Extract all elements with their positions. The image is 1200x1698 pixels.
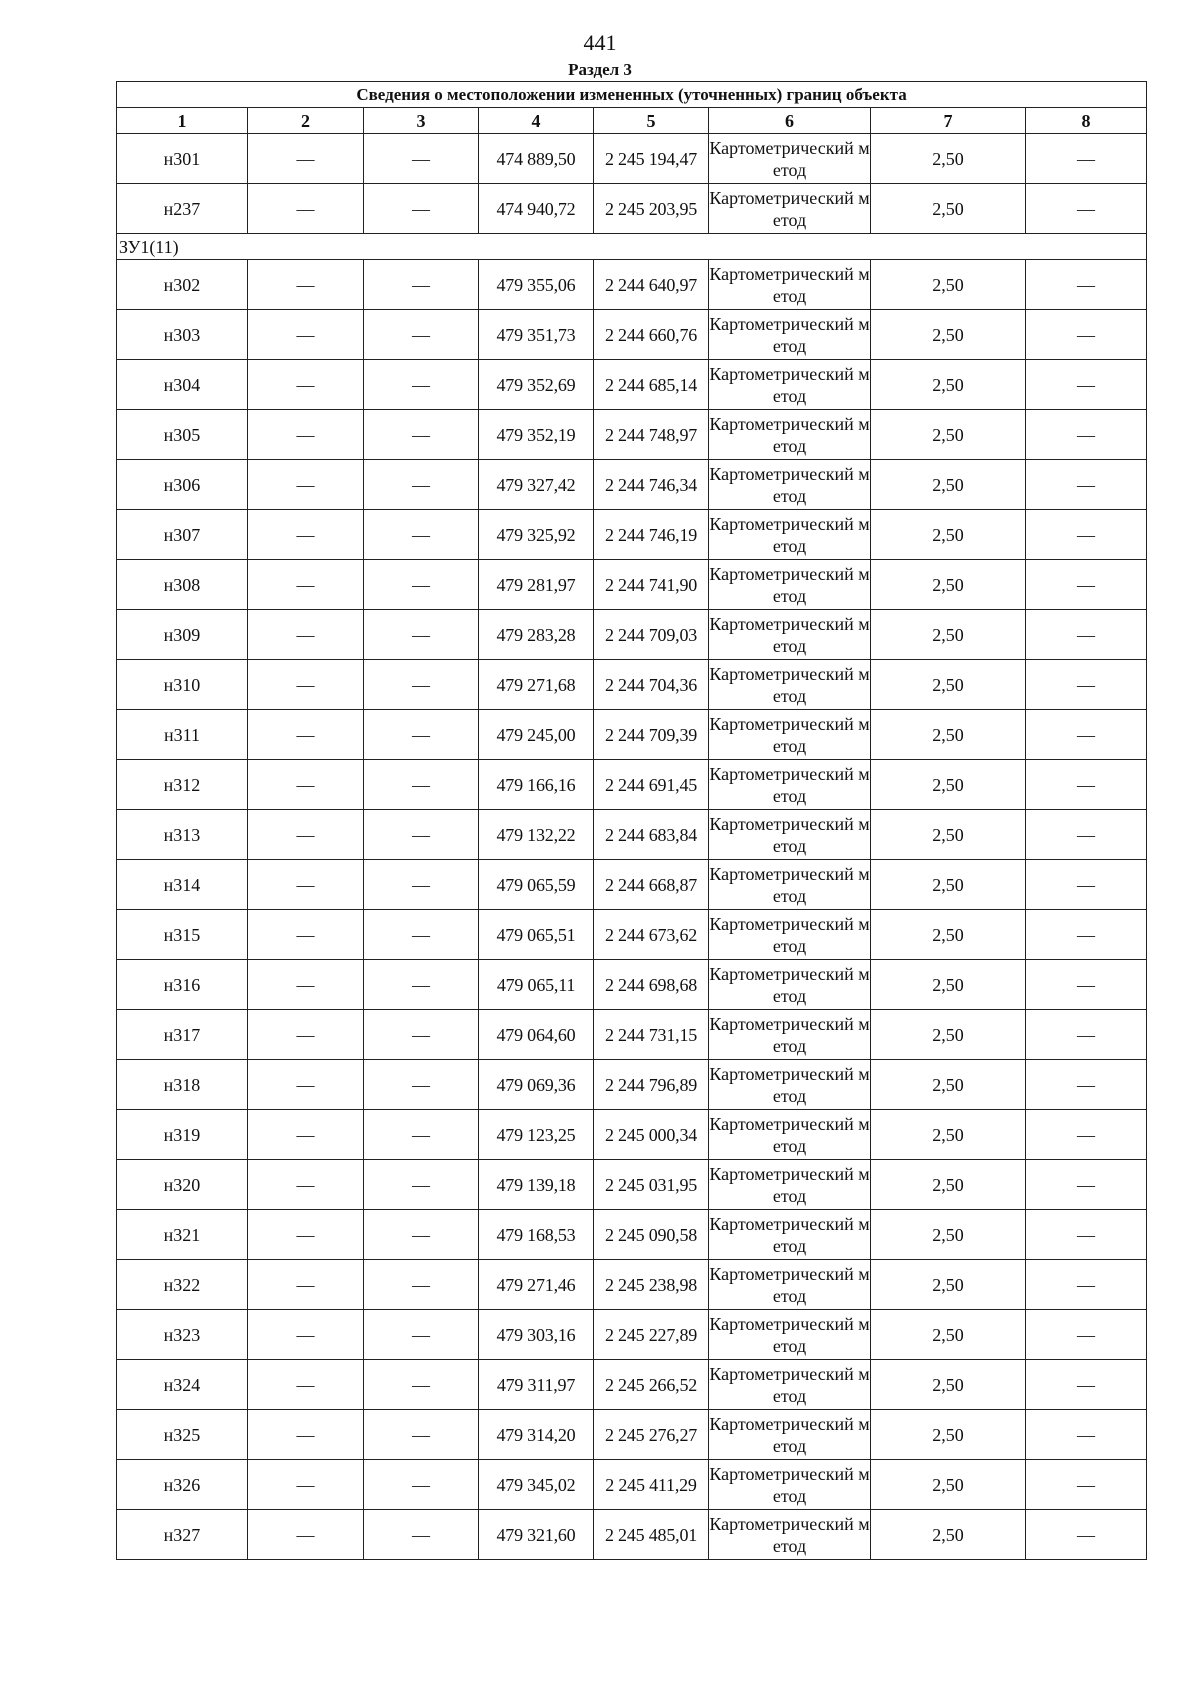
- y-coordinate-cell: 2 244 668,87: [594, 860, 709, 910]
- column-3-cell: —: [364, 410, 479, 460]
- y-coordinate-cell: 2 245 485,01: [594, 1510, 709, 1560]
- column-2-cell: —: [248, 560, 364, 610]
- y-coordinate-cell: 2 244 683,84: [594, 810, 709, 860]
- x-coordinate-cell: 479 283,28: [479, 610, 594, 660]
- table-row: [117, 810, 1147, 860]
- x-coordinate-cell: 479 303,16: [479, 1310, 594, 1360]
- table-row: [117, 184, 1147, 234]
- table-row: [117, 1360, 1147, 1410]
- x-coordinate-cell: 479 351,73: [479, 310, 594, 360]
- column-8-cell: —: [1026, 1160, 1147, 1210]
- table-row: [117, 1410, 1147, 1460]
- column-3-cell: —: [364, 510, 479, 560]
- point-number-cell: н311: [117, 710, 248, 760]
- method-cell: Картометрический метод: [709, 1260, 871, 1310]
- x-coordinate-cell: 479 065,59: [479, 860, 594, 910]
- accuracy-cell: 2,50: [871, 560, 1026, 610]
- method-cell: Картометрический метод: [709, 760, 871, 810]
- column-3-cell: —: [364, 1510, 479, 1560]
- column-3-cell: —: [364, 1010, 479, 1060]
- accuracy-cell: 2,50: [871, 610, 1026, 660]
- accuracy-cell: 2,50: [871, 1260, 1026, 1310]
- y-coordinate-cell: 2 245 227,89: [594, 1310, 709, 1360]
- column-2-cell: —: [248, 360, 364, 410]
- column-8-cell: —: [1026, 1260, 1147, 1310]
- column-number: 5: [594, 108, 709, 134]
- point-number-cell: н303: [117, 310, 248, 360]
- column-2-cell: —: [248, 960, 364, 1010]
- table-row: [117, 1110, 1147, 1160]
- point-number-cell: н316: [117, 960, 248, 1010]
- y-coordinate-cell: 2 244 731,15: [594, 1010, 709, 1060]
- y-coordinate-cell: 2 245 000,34: [594, 1110, 709, 1160]
- column-2-cell: —: [248, 1010, 364, 1060]
- y-coordinate-cell: 2 244 709,39: [594, 710, 709, 760]
- column-3-cell: —: [364, 910, 479, 960]
- point-number-cell: н315: [117, 910, 248, 960]
- table-row: [117, 710, 1147, 760]
- y-coordinate-cell: 2 244 691,45: [594, 760, 709, 810]
- column-number: 1: [117, 108, 248, 134]
- y-coordinate-cell: 2 244 748,97: [594, 410, 709, 460]
- point-number-cell: н323: [117, 1310, 248, 1360]
- x-coordinate-cell: 479 123,25: [479, 1110, 594, 1160]
- column-2-cell: —: [248, 910, 364, 960]
- column-3-cell: —: [364, 760, 479, 810]
- method-cell: Картометрический метод: [709, 360, 871, 410]
- table-row: [117, 760, 1147, 810]
- method-cell: Картометрический метод: [709, 184, 871, 234]
- point-number-cell: н317: [117, 1010, 248, 1060]
- table-row: [117, 1310, 1147, 1360]
- column-2-cell: —: [248, 510, 364, 560]
- column-8-cell: —: [1026, 1510, 1147, 1560]
- column-3-cell: —: [364, 860, 479, 910]
- accuracy-cell: 2,50: [871, 960, 1026, 1010]
- column-2-cell: —: [248, 860, 364, 910]
- y-coordinate-cell: 2 245 194,47: [594, 134, 709, 184]
- column-3-cell: —: [364, 560, 479, 610]
- column-2-cell: —: [248, 1310, 364, 1360]
- method-cell: Картометрический метод: [709, 1160, 871, 1210]
- column-number: 4: [479, 108, 594, 134]
- y-coordinate-cell: 2 244 660,76: [594, 310, 709, 360]
- table-row: [117, 310, 1147, 360]
- accuracy-cell: 2,50: [871, 1360, 1026, 1410]
- accuracy-cell: 2,50: [871, 760, 1026, 810]
- column-2-cell: —: [248, 260, 364, 310]
- column-3-cell: —: [364, 1110, 479, 1160]
- column-number: 8: [1026, 108, 1147, 134]
- column-8-cell: —: [1026, 410, 1147, 460]
- column-2-cell: —: [248, 1410, 364, 1460]
- method-cell: Картометрический метод: [709, 910, 871, 960]
- table-row: [117, 910, 1147, 960]
- method-cell: Картометрический метод: [709, 1410, 871, 1460]
- method-cell: Картометрический метод: [709, 860, 871, 910]
- table-row: [117, 1510, 1147, 1560]
- point-number-cell: н301: [117, 134, 248, 184]
- accuracy-cell: 2,50: [871, 1510, 1026, 1560]
- y-coordinate-cell: 2 244 698,68: [594, 960, 709, 1010]
- accuracy-cell: 2,50: [871, 1110, 1026, 1160]
- table-row: [117, 510, 1147, 560]
- column-3-cell: —: [364, 1460, 479, 1510]
- y-coordinate-cell: 2 244 640,97: [594, 260, 709, 310]
- column-2-cell: —: [248, 810, 364, 860]
- x-coordinate-cell: 479 069,36: [479, 1060, 594, 1110]
- y-coordinate-cell: 2 244 673,62: [594, 910, 709, 960]
- x-coordinate-cell: 479 327,42: [479, 460, 594, 510]
- method-cell: Картометрический метод: [709, 710, 871, 760]
- column-2-cell: —: [248, 184, 364, 234]
- table-row: [117, 360, 1147, 410]
- accuracy-cell: 2,50: [871, 660, 1026, 710]
- method-cell: Картометрический метод: [709, 1460, 871, 1510]
- y-coordinate-cell: 2 244 704,36: [594, 660, 709, 710]
- x-coordinate-cell: 474 940,72: [479, 184, 594, 234]
- column-2-cell: —: [248, 610, 364, 660]
- table-row: [117, 260, 1147, 310]
- table-row: [117, 1060, 1147, 1110]
- column-3-cell: —: [364, 1210, 479, 1260]
- accuracy-cell: 2,50: [871, 710, 1026, 760]
- point-number-cell: н305: [117, 410, 248, 460]
- column-3-cell: —: [364, 134, 479, 184]
- column-3-cell: —: [364, 710, 479, 760]
- column-2-cell: —: [248, 1260, 364, 1310]
- column-3-cell: —: [364, 310, 479, 360]
- accuracy-cell: 2,50: [871, 1460, 1026, 1510]
- column-3-cell: —: [364, 960, 479, 1010]
- x-coordinate-cell: 479 168,53: [479, 1210, 594, 1260]
- table-row: [117, 660, 1147, 710]
- column-8-cell: —: [1026, 310, 1147, 360]
- y-coordinate-cell: 2 245 031,95: [594, 1160, 709, 1210]
- column-8-cell: —: [1026, 960, 1147, 1010]
- column-3-cell: —: [364, 810, 479, 860]
- column-8-cell: —: [1026, 660, 1147, 710]
- method-cell: Картометрический метод: [709, 510, 871, 560]
- y-coordinate-cell: 2 245 276,27: [594, 1410, 709, 1460]
- column-8-cell: —: [1026, 560, 1147, 610]
- table-row: [117, 1010, 1147, 1060]
- point-number-cell: н321: [117, 1210, 248, 1260]
- x-coordinate-cell: 479 352,19: [479, 410, 594, 460]
- column-8-cell: —: [1026, 360, 1147, 410]
- column-8-cell: —: [1026, 184, 1147, 234]
- accuracy-cell: 2,50: [871, 510, 1026, 560]
- accuracy-cell: 2,50: [871, 310, 1026, 360]
- method-cell: Картометрический метод: [709, 310, 871, 360]
- column-2-cell: —: [248, 134, 364, 184]
- boundary-coordinates-table: [116, 81, 1147, 1560]
- x-coordinate-cell: 479 352,69: [479, 360, 594, 410]
- x-coordinate-cell: 479 139,18: [479, 1160, 594, 1210]
- method-cell: Картометрический метод: [709, 610, 871, 660]
- point-number-cell: н318: [117, 1060, 248, 1110]
- accuracy-cell: 2,50: [871, 1010, 1026, 1060]
- column-2-cell: —: [248, 710, 364, 760]
- method-cell: Картометрический метод: [709, 810, 871, 860]
- x-coordinate-cell: 479 245,00: [479, 710, 594, 760]
- column-2-cell: —: [248, 660, 364, 710]
- method-cell: Картометрический метод: [709, 1110, 871, 1160]
- column-number-row: [117, 108, 1147, 134]
- column-3-cell: —: [364, 1410, 479, 1460]
- accuracy-cell: 2,50: [871, 1410, 1026, 1460]
- column-3-cell: —: [364, 260, 479, 310]
- table-row: [117, 1260, 1147, 1310]
- column-3-cell: —: [364, 660, 479, 710]
- column-number: 3: [364, 108, 479, 134]
- table-row: [117, 134, 1147, 184]
- accuracy-cell: 2,50: [871, 260, 1026, 310]
- point-number-cell: н237: [117, 184, 248, 234]
- column-2-cell: —: [248, 760, 364, 810]
- method-cell: Картометрический метод: [709, 460, 871, 510]
- point-number-cell: н325: [117, 1410, 248, 1460]
- x-coordinate-cell: 479 271,68: [479, 660, 594, 710]
- x-coordinate-cell: 479 065,51: [479, 910, 594, 960]
- column-3-cell: —: [364, 360, 479, 410]
- column-number: 6: [709, 108, 871, 134]
- table-row: [117, 860, 1147, 910]
- column-8-cell: —: [1026, 860, 1147, 910]
- point-number-cell: н322: [117, 1260, 248, 1310]
- x-coordinate-cell: 479 345,02: [479, 1460, 594, 1510]
- accuracy-cell: 2,50: [871, 184, 1026, 234]
- column-3-cell: —: [364, 1310, 479, 1360]
- accuracy-cell: 2,50: [871, 1060, 1026, 1110]
- accuracy-cell: 2,50: [871, 460, 1026, 510]
- y-coordinate-cell: 2 244 796,89: [594, 1060, 709, 1110]
- column-8-cell: —: [1026, 1010, 1147, 1060]
- accuracy-cell: 2,50: [871, 1160, 1026, 1210]
- x-coordinate-cell: 479 132,22: [479, 810, 594, 860]
- column-3-cell: —: [364, 1160, 479, 1210]
- column-2-cell: —: [248, 1210, 364, 1260]
- method-cell: Картометрический метод: [709, 1310, 871, 1360]
- column-2-cell: —: [248, 1060, 364, 1110]
- x-coordinate-cell: 479 314,20: [479, 1410, 594, 1460]
- table-row: [117, 410, 1147, 460]
- column-8-cell: —: [1026, 1360, 1147, 1410]
- y-coordinate-cell: 2 244 741,90: [594, 560, 709, 610]
- accuracy-cell: 2,50: [871, 1310, 1026, 1360]
- column-2-cell: —: [248, 1360, 364, 1410]
- accuracy-cell: 2,50: [871, 134, 1026, 184]
- x-coordinate-cell: 479 271,46: [479, 1260, 594, 1310]
- accuracy-cell: 2,50: [871, 810, 1026, 860]
- column-8-cell: —: [1026, 510, 1147, 560]
- method-cell: Картометрический метод: [709, 260, 871, 310]
- column-8-cell: —: [1026, 810, 1147, 860]
- table-caption-row: [117, 82, 1147, 108]
- x-coordinate-cell: 479 325,92: [479, 510, 594, 560]
- point-number-cell: н302: [117, 260, 248, 310]
- table-row: [117, 1210, 1147, 1260]
- method-cell: Картометрический метод: [709, 410, 871, 460]
- y-coordinate-cell: 2 245 411,29: [594, 1460, 709, 1510]
- table-row: [117, 560, 1147, 610]
- column-8-cell: —: [1026, 1110, 1147, 1160]
- y-coordinate-cell: 2 245 090,58: [594, 1210, 709, 1260]
- page-number: 441: [583, 30, 617, 55]
- method-cell: Картометрический метод: [709, 960, 871, 1010]
- column-2-cell: —: [248, 410, 364, 460]
- column-2-cell: —: [248, 1460, 364, 1510]
- method-cell: Картометрический метод: [709, 1210, 871, 1260]
- x-coordinate-cell: 479 321,60: [479, 1510, 594, 1560]
- method-cell: Картометрический метод: [709, 1360, 871, 1410]
- x-coordinate-cell: 479 281,97: [479, 560, 594, 610]
- x-coordinate-cell: 479 311,97: [479, 1360, 594, 1410]
- x-coordinate-cell: 479 064,60: [479, 1010, 594, 1060]
- point-number-cell: н310: [117, 660, 248, 710]
- point-number-cell: н324: [117, 1360, 248, 1410]
- parcel-group-row: [117, 234, 1147, 260]
- column-2-cell: —: [248, 460, 364, 510]
- point-number-cell: н312: [117, 760, 248, 810]
- column-number: 2: [248, 108, 364, 134]
- y-coordinate-cell: 2 244 709,03: [594, 610, 709, 660]
- column-3-cell: —: [364, 1360, 479, 1410]
- column-8-cell: —: [1026, 460, 1147, 510]
- method-cell: Картометрический метод: [709, 560, 871, 610]
- table-row: [117, 460, 1147, 510]
- point-number-cell: н304: [117, 360, 248, 410]
- point-number-cell: н309: [117, 610, 248, 660]
- column-8-cell: —: [1026, 1460, 1147, 1510]
- column-8-cell: —: [1026, 1410, 1147, 1460]
- point-number-cell: н307: [117, 510, 248, 560]
- method-cell: Картометрический метод: [709, 1060, 871, 1110]
- accuracy-cell: 2,50: [871, 860, 1026, 910]
- accuracy-cell: 2,50: [871, 410, 1026, 460]
- y-coordinate-cell: 2 245 266,52: [594, 1360, 709, 1410]
- y-coordinate-cell: 2 244 746,19: [594, 510, 709, 560]
- method-cell: Картометрический метод: [709, 660, 871, 710]
- column-3-cell: —: [364, 1060, 479, 1110]
- method-cell: Картометрический метод: [709, 1010, 871, 1060]
- y-coordinate-cell: 2 245 203,95: [594, 184, 709, 234]
- accuracy-cell: 2,50: [871, 1210, 1026, 1260]
- method-cell: Картометрический метод: [709, 134, 871, 184]
- point-number-cell: н320: [117, 1160, 248, 1210]
- table-body: [117, 82, 1147, 1560]
- y-coordinate-cell: 2 245 238,98: [594, 1260, 709, 1310]
- method-cell: Картометрический метод: [709, 1510, 871, 1560]
- column-2-cell: —: [248, 1160, 364, 1210]
- accuracy-cell: 2,50: [871, 910, 1026, 960]
- point-number-cell: н314: [117, 860, 248, 910]
- x-coordinate-cell: 479 065,11: [479, 960, 594, 1010]
- point-number-cell: н326: [117, 1460, 248, 1510]
- x-coordinate-cell: 479 166,16: [479, 760, 594, 810]
- column-8-cell: —: [1026, 610, 1147, 660]
- column-8-cell: —: [1026, 1060, 1147, 1110]
- parcel-group-label: ЗУ1(11): [117, 234, 1147, 260]
- table-caption: Сведения о местоположении измененных (уточненных) границ объекта: [117, 82, 1147, 108]
- column-number: 7: [871, 108, 1026, 134]
- table-row: [117, 960, 1147, 1010]
- point-number-cell: н313: [117, 810, 248, 860]
- table-row: [117, 1460, 1147, 1510]
- column-3-cell: —: [364, 460, 479, 510]
- y-coordinate-cell: 2 244 685,14: [594, 360, 709, 410]
- column-3-cell: —: [364, 1260, 479, 1310]
- table-row: [117, 1160, 1147, 1210]
- point-number-cell: н327: [117, 1510, 248, 1560]
- y-coordinate-cell: 2 244 746,34: [594, 460, 709, 510]
- column-8-cell: —: [1026, 910, 1147, 960]
- table-row: [117, 610, 1147, 660]
- column-2-cell: —: [248, 1110, 364, 1160]
- point-number-cell: н308: [117, 560, 248, 610]
- column-8-cell: —: [1026, 1310, 1147, 1360]
- point-number-cell: н306: [117, 460, 248, 510]
- column-8-cell: —: [1026, 1210, 1147, 1260]
- x-coordinate-cell: 479 355,06: [479, 260, 594, 310]
- column-8-cell: —: [1026, 134, 1147, 184]
- point-number-cell: н319: [117, 1110, 248, 1160]
- column-8-cell: —: [1026, 760, 1147, 810]
- column-2-cell: —: [248, 1510, 364, 1560]
- column-3-cell: —: [364, 184, 479, 234]
- section-title: Раздел 3: [568, 60, 632, 79]
- column-3-cell: —: [364, 610, 479, 660]
- column-8-cell: —: [1026, 710, 1147, 760]
- accuracy-cell: 2,50: [871, 360, 1026, 410]
- column-2-cell: —: [248, 310, 364, 360]
- column-8-cell: —: [1026, 260, 1147, 310]
- x-coordinate-cell: 474 889,50: [479, 134, 594, 184]
